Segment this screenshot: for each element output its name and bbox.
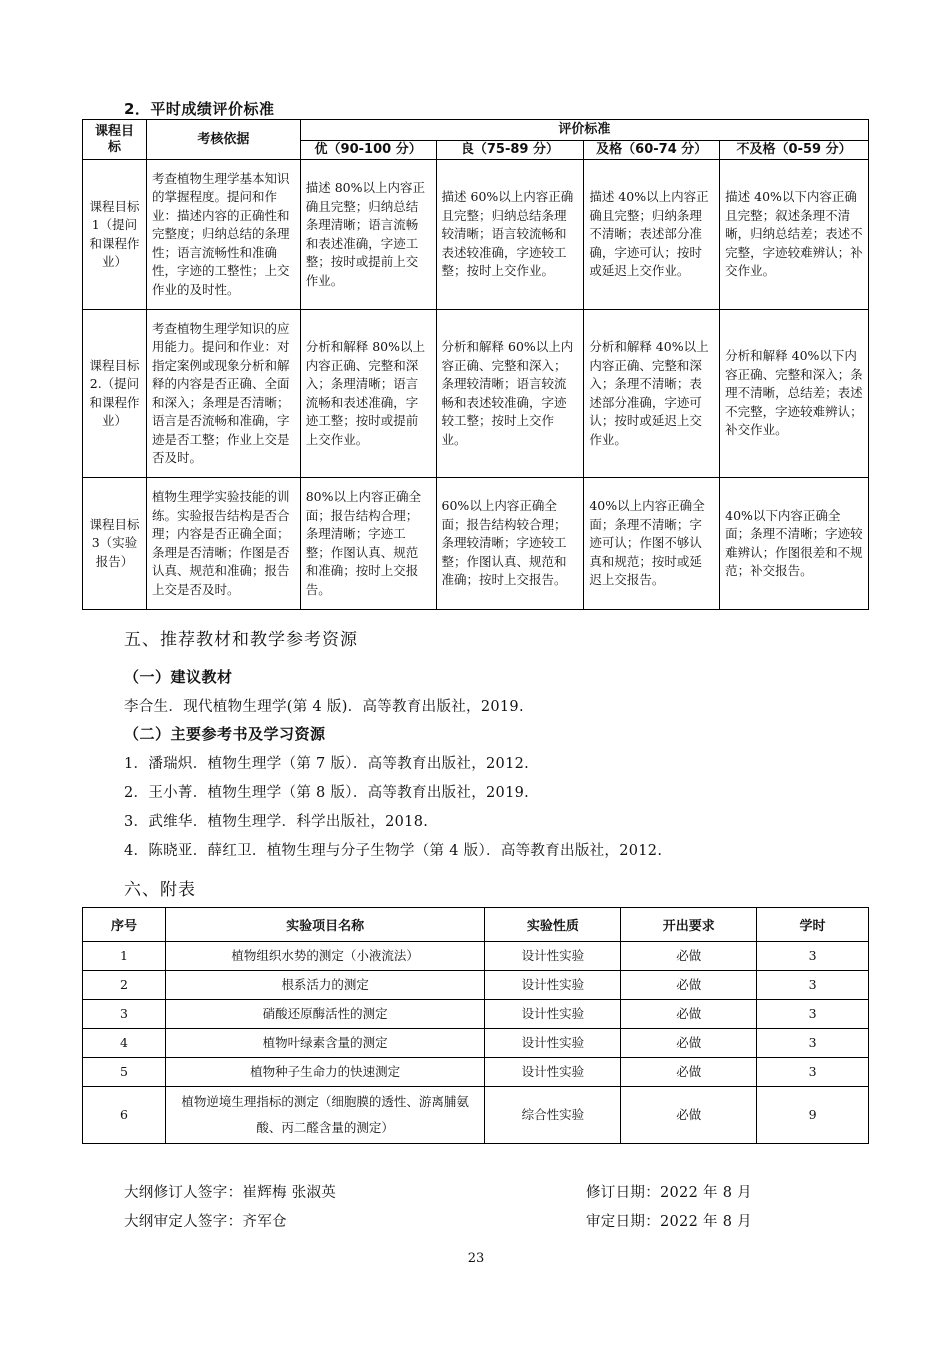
section5-heading: 五、推荐教材和教学参考资源 [124, 630, 358, 650]
header-type: 实验性质 [485, 908, 621, 942]
req-cell: 必做 [621, 1000, 757, 1029]
header-good: 良（75-89 分） [436, 141, 584, 160]
textbook-entry: 李合生．现代植物生理学(第 4 版)．高等教育出版社，2019. [124, 699, 524, 715]
revise-date: 修订日期：2022 年 8 月 [586, 1185, 752, 1201]
hours-cell: 3 [757, 1000, 869, 1029]
approve-date: 审定日期：2022 年 8 月 [586, 1214, 752, 1230]
header-req: 开出要求 [621, 908, 757, 942]
basis-cell: 考查植物生理学知识的应用能力。提问和作业：对指定案例或现象分析和解释的内容是否正确、全面和深入；条理是否清晰；语言是否流畅和准确，字迹是否工整；作业上交是否及时。 [146, 310, 300, 478]
excellent-cell: 分析和解释 80%以上内容正确、完整和深入；条理清晰；语言流畅和表述准确，字迹工整；按时或提前上交作业。 [300, 310, 436, 478]
name-cell: 根系活力的测定 [165, 971, 485, 1000]
header-basis: 考核依据 [146, 120, 300, 160]
type-cell: 设计性实验 [485, 1029, 621, 1058]
hours-cell: 3 [757, 1058, 869, 1087]
name-cell: 植物种子生命力的快速测定 [165, 1058, 485, 1087]
basis-cell: 考查植物生理学基本知识的掌握程度。提问和作业：描述内容的正确性和完整度；归纳总结的条理性；语言流畅性和准确性，字迹的工整性；上交作业的及时性。 [146, 160, 300, 310]
type-cell: 综合性实验 [485, 1087, 621, 1144]
no-cell: 4 [83, 1029, 166, 1058]
hours-cell: 3 [757, 942, 869, 971]
goal-cell: 课程目标 2.（提问和课程作业） [83, 310, 147, 478]
pass-cell: 分析和解释 40%以上内容正确、完整和深入；条理不清晰；表述部分准确，字迹可认；按时或延迟上交作业。 [584, 310, 720, 478]
no-cell: 1 [83, 942, 166, 971]
hours-cell: 3 [757, 971, 869, 1000]
section6-heading: 六、附表 [124, 880, 196, 900]
req-cell: 必做 [621, 1058, 757, 1087]
header-hours: 学时 [757, 908, 869, 942]
basis-cell: 植物生理学实验技能的训练。实验报告结构是否合理；内容是否正确全面；条理是否清晰；作图是否认真、规范和准确；报告上交是否及时。 [146, 478, 300, 610]
header-goal: 课程目标 [83, 120, 147, 160]
hours-cell: 9 [757, 1087, 869, 1144]
approver-signature: 大纲审定人签字：齐军仓 [124, 1214, 287, 1230]
excellent-cell: 80%以上内容正确全面；报告结构合理；条理清晰；字迹工整；作图认真、规范和准确；按时上交报告。 [300, 478, 436, 610]
good-cell: 60%以上内容正确全面；报告结构较合理；条理较清晰；字迹较工整；作图认真、规范和准确；按时上交报告。 [436, 478, 584, 610]
refs-heading: （二）主要参考书及学习资源 [124, 725, 326, 743]
no-cell: 3 [83, 1000, 166, 1029]
fail-cell: 40%以下内容正确全面；条理不清晰；字迹较难辨认；作图很差和不规范；补交报告。 [720, 478, 869, 610]
grading-heading: 2．平时成绩评价标准 [124, 100, 275, 118]
header-no: 序号 [83, 908, 166, 942]
type-cell: 设计性实验 [485, 942, 621, 971]
no-cell: 2 [83, 971, 166, 1000]
req-cell: 必做 [621, 1029, 757, 1058]
table-row [83, 1000, 869, 1029]
header-criteria: 评价标准 [300, 120, 868, 141]
fail-cell: 分析和解释 40%以下内容正确、完整和深入；条理不清晰，总结差；表述不完整，字迹较难辨认；补交作业。 [720, 310, 869, 478]
goal-cell: 课程目标 1（提问和课程作业） [83, 160, 147, 310]
table-row [83, 478, 869, 610]
reference-item: 4．陈晓亚．薛红卫．植物生理与分子生物学（第 4 版）．高等教育出版社，2012. [124, 843, 663, 859]
hours-cell: 3 [757, 1029, 869, 1058]
pass-cell: 40%以上内容正确全面；条理不清晰；字迹可认；作图不够认真和规范；按时或延迟上交报告。 [584, 478, 720, 610]
req-cell: 必做 [621, 971, 757, 1000]
header-name: 实验项目名称 [165, 908, 485, 942]
table-row [83, 942, 869, 971]
name-cell: 植物逆境生理指标的测定（细胞膜的透性、游离脯氨酸、丙二醛含量的测定） [165, 1087, 485, 1144]
textbook-heading: （一）建议教材 [124, 668, 233, 686]
type-cell: 设计性实验 [485, 1000, 621, 1029]
reviser-signature: 大纲修订人签字：崔辉梅 张淑英 [124, 1185, 337, 1201]
pass-cell: 描述 40%以上内容正确且完整；归纳条理不清晰；表述部分准确，字迹可认；按时或延迟上交作业。 [584, 160, 720, 310]
goal-cell: 课程目标 3（实验报告） [83, 478, 147, 610]
type-cell: 设计性实验 [485, 971, 621, 1000]
no-cell: 5 [83, 1058, 166, 1087]
name-cell: 硝酸还原酶活性的测定 [165, 1000, 485, 1029]
experiment-table [82, 907, 869, 1144]
name-cell: 植物叶绿素含量的测定 [165, 1029, 485, 1058]
excellent-cell: 描述 80%以上内容正确且完整；归纳总结条理清晰；语言流畅和表述准确，字迹工整；按时或提前上交作业。 [300, 160, 436, 310]
table-row [83, 1087, 869, 1144]
req-cell: 必做 [621, 942, 757, 971]
reference-item: 3．武维华．植物生理学．科学出版社，2018. [124, 814, 429, 830]
table-row [83, 160, 869, 310]
req-cell: 必做 [621, 1087, 757, 1144]
table-row [83, 1058, 869, 1087]
fail-cell: 描述 40%以下内容正确且完整；叙述条理不清晰，归纳总结差；表述不完整，字迹较难辨认；补交作业。 [720, 160, 869, 310]
name-cell: 植物组织水势的测定（小液流法） [165, 942, 485, 971]
no-cell: 6 [83, 1087, 166, 1144]
table-row [83, 971, 869, 1000]
page-number: 23 [467, 1251, 485, 1266]
good-cell: 分析和解释 60%以上内容正确、完整和深入；条理较清晰；语言较流畅和表述较准确，字迹较工整；按时上交作业。 [436, 310, 584, 478]
header-fail: 不及格（0-59 分） [720, 141, 869, 160]
grading-criteria-table [82, 119, 869, 610]
table-row [83, 1029, 869, 1058]
type-cell: 设计性实验 [485, 1058, 621, 1087]
good-cell: 描述 60%以上内容正确且完整；归纳总结条理较清晰；语言较流畅和表述较准确，字迹较工整；按时上交作业。 [436, 160, 584, 310]
header-pass: 及格（60-74 分） [584, 141, 720, 160]
header-excellent: 优（90-100 分） [300, 141, 436, 160]
reference-item: 2．王小菁．植物生理学（第 8 版）．高等教育出版社，2019. [124, 785, 530, 801]
reference-item: 1．潘瑞炽．植物生理学（第 7 版）．高等教育出版社，2012. [124, 756, 530, 772]
table-row [83, 310, 869, 478]
